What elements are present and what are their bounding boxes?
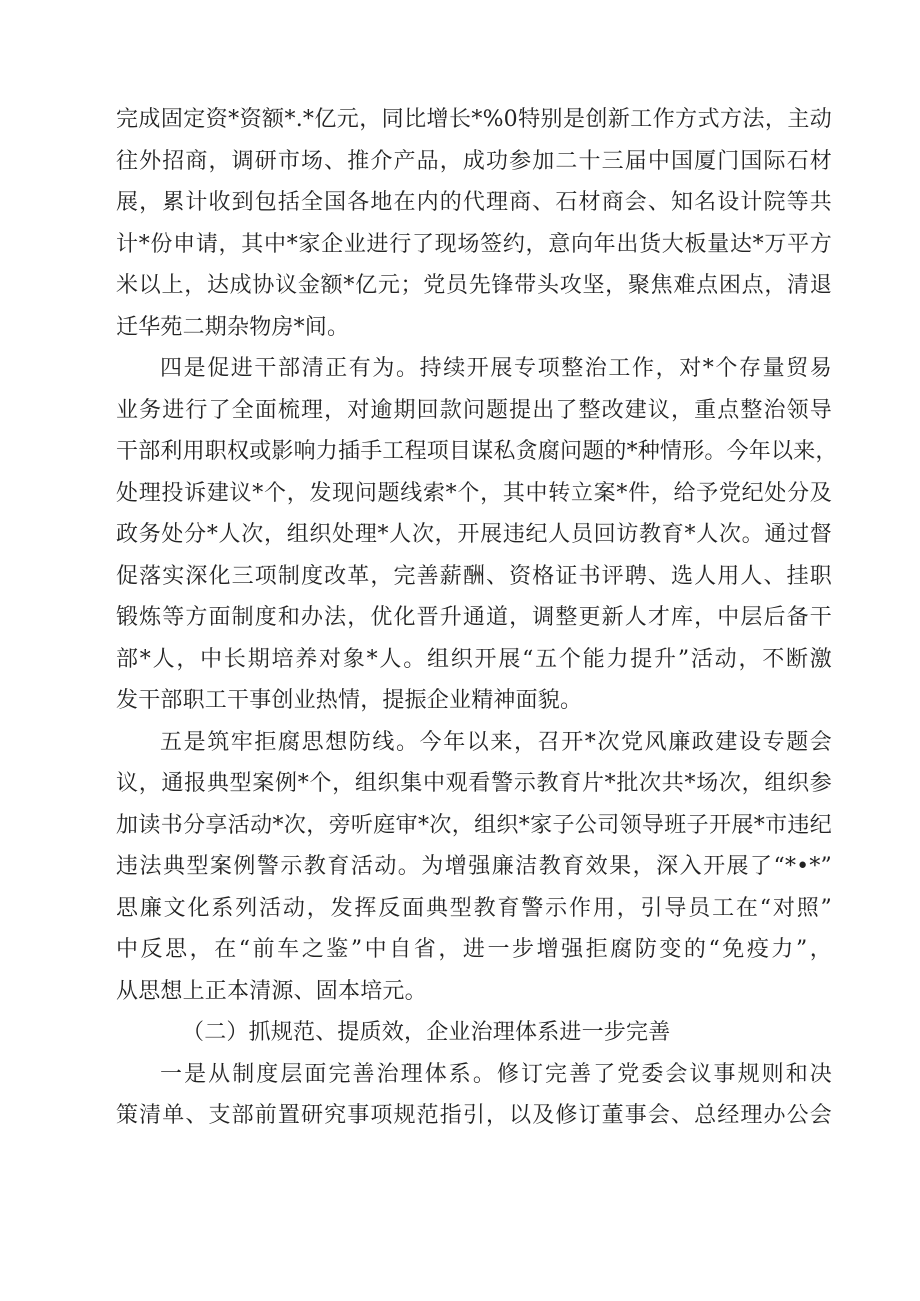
text-line: 处理投诉建议*个，发现问题线索*个，其中转立案*件，给予党纪处分及 — [116, 480, 832, 506]
text-line: 五是筑牢拒腐思想防线。今年以来，召开*次党风廉政建设专题会 — [160, 729, 832, 755]
text-line: 业务进行了全面梳理，对逾期回款问题提出了整改建议，重点整治领导 — [116, 397, 832, 423]
text-line: 米以上，达成协议金额*亿元；党员先锋带头攻坚，聚焦难点困点，清退 — [116, 273, 832, 298]
text-line: 往外招商，调研市场、推介产品，成功参加二十三届中国厦门国际石材 — [116, 148, 832, 174]
text-line: 促落实深化三项制度改革，完善薪酬、资格证书评聘、选人用人、挂职 — [116, 563, 832, 589]
paragraph-cadre-integrity — [116, 348, 838, 722]
text-line: 部*人，中长期培养对象*人。组织开展“五个能力提升”活动，不断激 — [116, 646, 832, 672]
text-line: 一是从制度层面完善治理体系。修订完善了党委会议事规则和决 — [160, 1061, 832, 1087]
text-line: 发干部职工干事创业热情，提振企业精神面貌。 — [116, 688, 583, 713]
text-line: 违法典型案例警示教育活动。为增强廉洁教育效果，深入开展了“*•*” — [116, 854, 832, 879]
paragraph-anti-corruption — [116, 722, 832, 1013]
text-line: 干部利用职权或影响力插手工程项目谋私贪腐问题的*种情形。今年以来， — [116, 439, 838, 464]
text-line: 政务处分*人次，组织处理*人次，开展违纪人员回访教育*人次。通过督 — [116, 522, 832, 547]
text-line: 加读书分享活动*次，旁听庭审*次，组织*家子公司领导班子开展*市违纪 — [116, 812, 832, 838]
text-line: 锻炼等方面制度和办法，优化晋升通道，调整更新人才库，中层后备干 — [116, 605, 832, 630]
document-body — [116, 99, 838, 1137]
paragraph-investment — [116, 99, 832, 348]
text-line: 迁华苑二期杂物房*间。 — [116, 314, 350, 340]
text-line: 完成固定资*资额*.*亿元，同比增长*%0特别是创新工作方式方法，主动 — [116, 107, 832, 132]
text-line: 策清单、支部前置研究事项规范指引，以及修订董事会、总经理办公会 — [116, 1103, 832, 1128]
text-line: 四是促进干部清正有为。持续开展专项整治工作，对*个存量贸易 — [160, 356, 832, 381]
text-line: 展，累计收到包括全国各地在内的代理商、石材商会、知名设计院等共 — [116, 190, 832, 215]
text-line: 中反思，在“前车之鉴”中自省，进一步增强拒腐防变的“免疫力”， — [116, 937, 832, 962]
text-line: 思廉文化系列活动，发挥反面典型教育警示作用，引导员工在“对照” — [116, 895, 832, 921]
paragraph-governance — [116, 1054, 832, 1137]
text-line: 议，通报典型案例*个，组织集中观看警示教育片*批次共*场次，组织参 — [116, 771, 832, 796]
text-line: 计*份申请，其中*家企业进行了现场签约，意向年出货大板量达*万平方 — [116, 231, 832, 257]
section-heading: （二）抓规范、提质效，企业治理体系进一步完善 — [182, 1020, 671, 1045]
text-line: 从思想上正本清源、固本培元。 — [116, 978, 427, 1004]
